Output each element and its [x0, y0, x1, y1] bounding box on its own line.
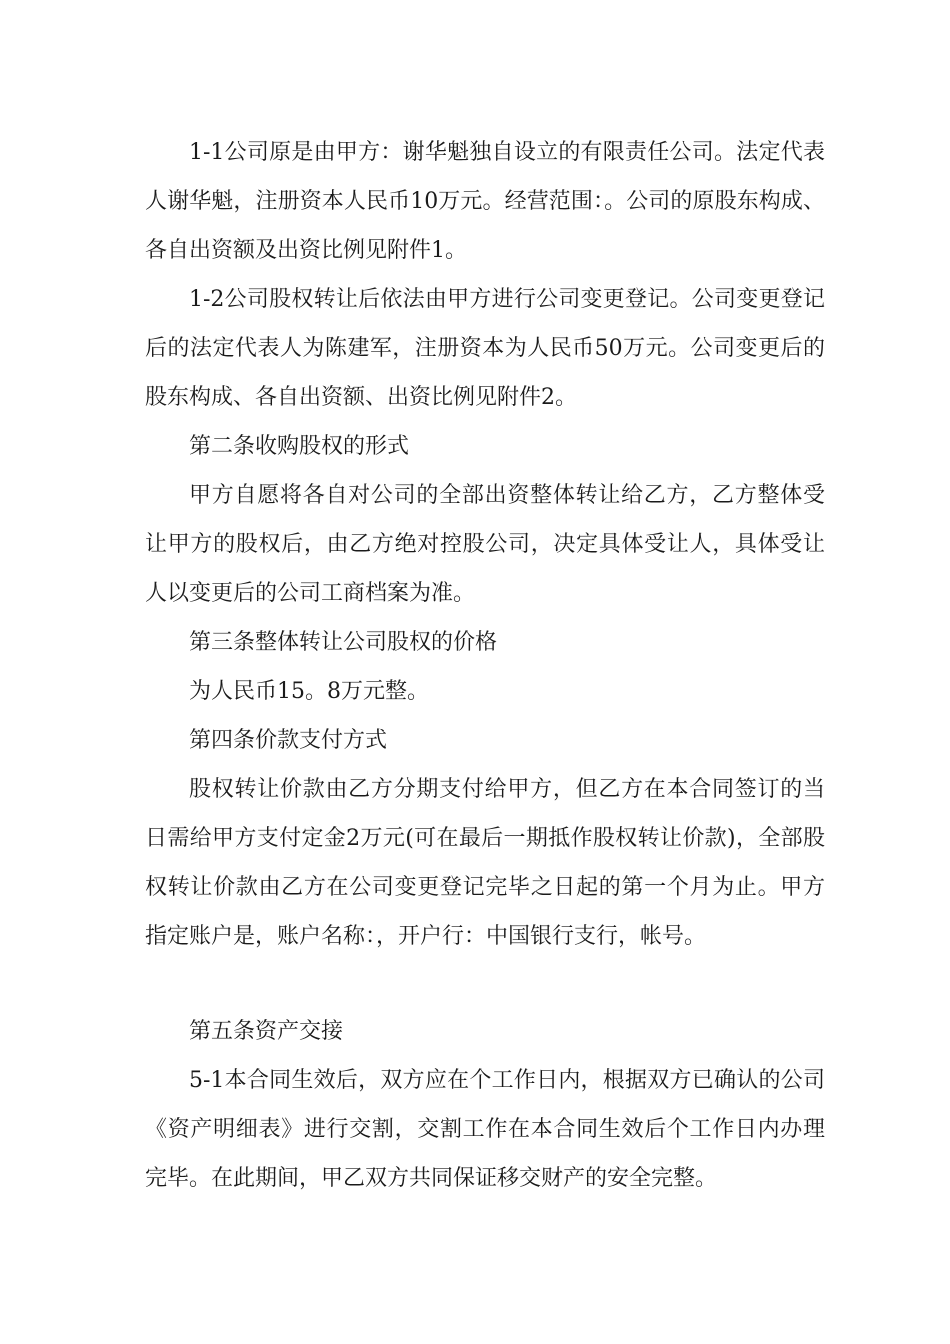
paragraph-payment: 股权转让价款由乙方分期支付给甲方，但乙方在本合同签订的当日需给甲方支付定金2万元(可在最后一期抵作股权转让价款)，全部股权转让价款由乙方在公司变更登记完毕之日起的第一个月为止。甲方指定账户是，账户名称：，开户行：中国银行支行，帐号。: [145, 777, 825, 949]
heading-article-2: 第二条收购股权的形式: [189, 434, 410, 459]
paragraph-price: 为人民币15。8万元整。: [189, 679, 429, 704]
paragraph-5-1: 5-1本合同生效后，双方应在个工作日内，根据双方已确认的公司《资产明细表》进行交割，交割工作在本合同生效后个工作日内办理完毕。在此期间，甲乙双方共同保证移交财产的安全完整。: [145, 1068, 825, 1191]
paragraph-article-2-body: 甲方自愿将各自对公司的全部出资整体转让给乙方，乙方整体受让甲方的股权后，由乙方绝对控股公司，决定具体受让人，具体受让人以变更后的公司工商档案为准。: [145, 483, 825, 606]
paragraph-1-1: 1-1公司原是由甲方：谢华魁独自设立的有限责任公司。法定代表人谢华魁，注册资本人民币10万元。经营范围：。公司的原股东构成、各自出资额及出资比例见附件1。: [145, 140, 825, 263]
heading-article-4: 第四条价款支付方式: [189, 728, 388, 753]
heading-article-3: 第三条整体转让公司股权的价格: [189, 630, 498, 655]
heading-article-5: 第五条资产交接: [189, 1019, 344, 1044]
paragraph-1-2: 1-2公司股权转让后依法由甲方进行公司变更登记。公司变更登记后的法定代表人为陈建军，注册资本为人民币50万元。公司变更后的股东构成、各自出资额、出资比例见附件2。: [145, 287, 825, 410]
